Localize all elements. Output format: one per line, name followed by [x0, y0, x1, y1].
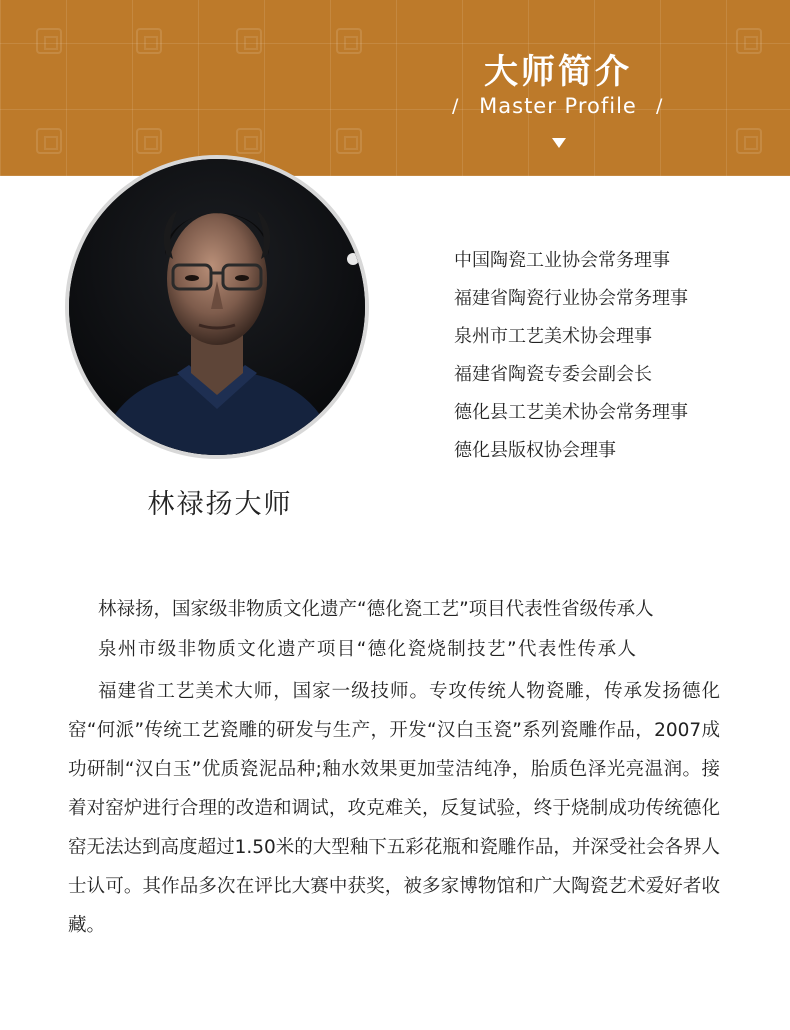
pattern-tile — [136, 128, 162, 154]
title-item: 泉州市工艺美术协会理事 — [454, 326, 652, 347]
title-item: 福建省陶瓷专委会副会长 — [454, 364, 652, 385]
title-item: 德化县版权协会理事 — [454, 440, 616, 461]
triangle-down-icon — [552, 138, 566, 148]
bio-heading-line-1: 林禄扬，国家级非物质文化遗产“德化瓷工艺”项目代表性省级传承人 — [98, 599, 654, 620]
pattern-tile — [336, 28, 362, 54]
subtitle-slash-left: / — [452, 95, 459, 117]
pattern-tile — [236, 128, 262, 154]
master-name: 林禄扬大师 — [147, 489, 293, 520]
biography — [68, 590, 720, 945]
pattern-tile — [736, 28, 762, 54]
title-item: 福建省陶瓷行业协会常务理事 — [454, 288, 688, 309]
page-subtitle: Master Profile — [479, 94, 637, 118]
pattern-tile — [336, 128, 362, 154]
bio-paragraph: 福建省工艺美术大师，国家一级技师。专攻传统人物瓷雕，传承发扬德化窑“何派”传统工艺瓷雕的研发与生产，开发“汉白玉瓷”系列瓷雕作品，2007成功研制“汉白玉”优质瓷泥品种;釉水效果更加莹洁纯净，胎质色泽光亮温润。接着对窑炉进行合理的改造和调试，攻克难关，反复试验，终于烧制成功传统德化窑无法达到高度超过1.50米的大型釉下五彩花瓶和瓷雕作品，并深受社会各界人士认可。其作品多次在评比大赛中获奖，被多家博物馆和广大陶瓷艺术爱好者收藏。 — [68, 681, 720, 936]
pattern-tile — [236, 28, 262, 54]
pattern-tile — [136, 28, 162, 54]
titles-list — [454, 242, 688, 470]
pattern-tile — [36, 28, 62, 54]
portrait-illustration — [69, 159, 365, 455]
subtitle-slash-right: / — [656, 95, 663, 117]
pattern-tile — [736, 128, 762, 154]
pattern-tile — [36, 128, 62, 154]
title-item: 中国陶瓷工业协会常务理事 — [454, 250, 670, 271]
title-item: 德化县工艺美术协会常务理事 — [454, 402, 688, 423]
bio-heading-line-2: 泉州市级非物质文化遗产项目“德化瓷烧制技艺”代表性传承人 — [98, 639, 638, 660]
header-banner — [0, 0, 790, 176]
page-title: 大师简介 — [484, 52, 632, 92]
master-portrait — [65, 155, 369, 459]
